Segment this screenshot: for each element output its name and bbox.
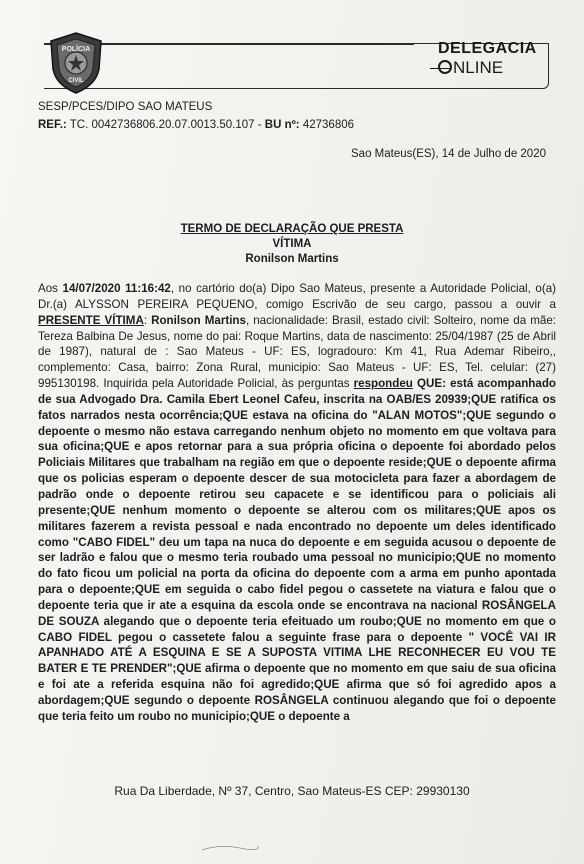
- logo-o-icon: [438, 60, 452, 74]
- ref-label: REF.:: [38, 119, 67, 131]
- logo-line2: NLINE: [453, 58, 504, 77]
- declaration-body: [38, 281, 556, 725]
- body-p4: QUE: está acompanhado de sua Advogado Dra. Camila Ebert Leonel Cafeu, inscrita na OAB/ES 20939;QUE ratifica os fatos narrados nesta ocorrência;QUE estava na oficina do "ALAN MOTOS";QUE segundo o depoente o mesmo não estava carregando nenhum objeto no momento em que voltava para sua oficina;QUE e apos retornar para a sua própria oficina o depoente foi abordado pelos Policiais Militares que trabalham na região em que o depoente reside;QUE o depoente afirma que os policias esperam o depoente descer de sua motocicleta para fazer a abordagem de padrão onde o depoente retirou seu capacete e se identificou para o policiais ali presente;QUE nenhum momento o depoente se alterou com os militares;QUE apos os militares fazerem a revista pessoal e nada encontrado no depoente um deles identificado como "CABO FIDEL" deu um tapa na nuca do depoente e em seguida acusou o depoente de ser ladrão e falou que o mesmo teria roubado uma pessoal no municipio;QUE no momento do fato ficou um policial na porta da oficina do depoente com a arma em punho apontada para o depoente;QUE em seguida o cabo fidel pegou o cassetete na viatura e falou que o depoente teria que ir ate a esquina da escola onde se encontrava na nacional ROSÂNGELA DE SOUZA alegando que o depoente teria efeituado um roubo;QUE no momento em que o CABO FIDEL pegou o cassetete falou a seguinte frase para o depoente " VOCÊ VAI IR APANHADO ATÉ A ESQUINA E SE A SUPOSTA VITIMA LHE RECONHECER EU VOU TE BATER E TE PRENDER";QUE afirma o depoente que no momento em que saiu de sua oficina e foi ate a referida esquina não foi agredido;QUE afirma que só foi agredido apos a abordagem;QUE segundo o depoente ROSÂNGELA continuou alegando que foi o depoente que teria feito um roubo no municipio;QUE o depoente a: [38, 377, 556, 723]
- title-line1: TERMO DE DECLARAÇÃO QUE PRESTA: [180, 223, 404, 235]
- body-p2: :: [143, 313, 152, 327]
- reference-block: [38, 98, 354, 134]
- title-line3: Ronilson Martins: [245, 253, 339, 265]
- pen-stroke-mark: [200, 842, 260, 852]
- body-p0: Aos: [38, 282, 63, 295]
- body-presente: PRESENTE VÍTIMA: [38, 313, 144, 327]
- body-p1: , no cartório do(a) Dipo Sao Mateus, presente a Autoridade Policial, o(a) Dr.(a) ALYSSON PEREIRA PEQUENO, comigo Escrivão de seu cargo, passou a ouvir a: [38, 282, 557, 311]
- badge-text-bottom: CIVIL: [68, 78, 84, 84]
- logo-line2-wrap: [438, 58, 503, 78]
- address-footer: Rua Da Liberdade, Nº 37, Centro, Sao Mateus-ES CEP: 29930130: [114, 784, 470, 798]
- body-name: Ronilson Martins: [151, 313, 246, 327]
- date-line: Sao Mateus(ES), 14 de Julho de 2020: [351, 148, 546, 160]
- logo-line1: DELEGACIA: [438, 40, 537, 57]
- delegacia-online-logo: [430, 40, 540, 80]
- police-badge-icon: [46, 31, 106, 95]
- badge-text-top: POLÍCIA: [61, 46, 91, 53]
- bu-value: 42736806: [302, 119, 355, 131]
- title-line2: VÍTIMA: [272, 238, 312, 250]
- org-line: SESP/PCES/DIPO SAO MATEUS: [38, 101, 213, 113]
- body-p3: , nacionalidade: Brasil, estado civil: Solteiro, nome da mãe: Tereza Balbina De Jesus, nome do pai: Roque Martins, data de nascimento: 25/04/1987 (25 de Abril de 1987), natural de : Sao Mateus - UF: ES, logradouro: Km 41, Rua Ademar Ribeiro,, complemento: Casa, bairro: Zona Rural, municipio: Sao Mateus - UF: ES, Tel. celular: (27) 995130198. Inquirida pela Autoridade Policial, às perguntas: [38, 313, 556, 391]
- body-datetime: 14/07/2020 11:16:42: [62, 282, 171, 295]
- ref-line: [38, 116, 354, 134]
- body-respondeu: respondeu: [353, 377, 413, 391]
- document-title: [0, 222, 584, 267]
- bu-label: BU nº:: [264, 119, 300, 131]
- ref-tc: TC. 0042736806.20.07.0013.50.107 -: [69, 119, 262, 131]
